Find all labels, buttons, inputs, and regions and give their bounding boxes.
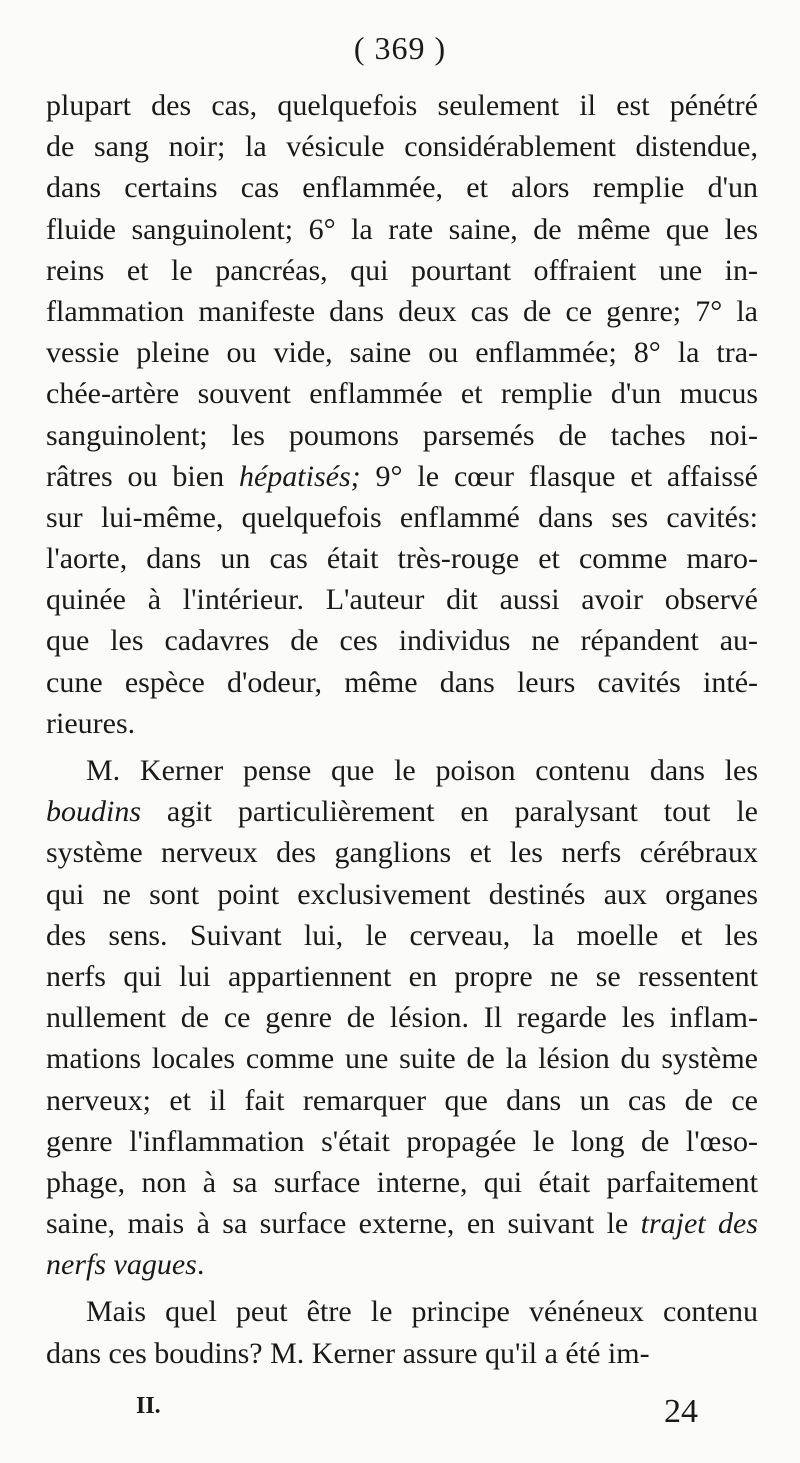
text-line: chée-artère souvent enflammée et remplie d'un mucus xyxy=(46,377,758,411)
text-line: genre l'inflammation s'était propagée le long de l'œso- xyxy=(46,1124,758,1158)
text-line: fluide sanguinolent; 6° la rate saine, de même que les xyxy=(46,212,758,246)
paragraph xyxy=(46,750,758,1285)
text-line: reins et le pancréas, qui pourtant offraient une in- xyxy=(46,253,758,287)
text-line: phage, non à sa surface interne, qui était parfaitement xyxy=(46,1165,758,1199)
text-line: rieures. xyxy=(46,706,136,740)
line-text: . xyxy=(196,1248,205,1282)
text-line: vessie pleine ou vide, saine ou enflammée; 8° la tra- xyxy=(46,336,758,370)
text-line: système nerveux des ganglions et les nerfs cérébraux xyxy=(46,836,758,870)
text-line: cune espèce d'odeur, même dans leurs cavités inté- xyxy=(46,665,758,699)
text-line xyxy=(46,1203,758,1244)
paragraph xyxy=(46,85,758,744)
folio-number: 24 xyxy=(664,1393,698,1430)
line-text: agit particulièrement en paralysant tout le xyxy=(141,795,758,829)
line-text: râtres ou bien xyxy=(46,459,239,493)
page-number: ( 369 ) xyxy=(353,30,447,66)
text-line: Mais quel peut être le principe vénéneux contenu xyxy=(86,1295,758,1329)
text-line: mations locales comme une suite de la lésion du système xyxy=(46,1042,758,1076)
text-line: nerveux; et il fait remarquer que dans un cas de ce xyxy=(46,1083,758,1117)
text-line: plupart des cas, quelquefois seulement il est pénétré xyxy=(46,89,758,122)
text-line xyxy=(46,791,758,832)
italic-term: hépatisés; xyxy=(238,459,361,493)
text-line: que les cadavres de ces individus ne répandent au- xyxy=(46,624,758,658)
signature-mark: II. xyxy=(136,1393,161,1419)
text-line: des sens. Suivant lui, le cerveau, la moelle et les xyxy=(46,918,758,952)
text-line: flammation manifeste dans deux cas de ce genre; 7° la xyxy=(46,294,758,328)
text-line: nerfs qui lui appartiennent en propre ne se ressentent xyxy=(46,959,758,993)
line-text: 9° le cœur flasque et affaissé xyxy=(360,459,759,493)
italic-term: nerfs vagues xyxy=(46,1248,197,1282)
text-line: qui ne sont point exclusivement destinés aux organes xyxy=(46,877,758,911)
text-line xyxy=(46,456,758,497)
text-line: de sang noir; la vésicule considérablement distendue, xyxy=(46,130,758,164)
text-line: l'aorte, dans un cas était très-rouge et comme maro- xyxy=(46,542,758,576)
text-line: dans certains cas enflammée, et alors remplie d'un xyxy=(46,171,758,205)
italic-term: boudins xyxy=(46,795,142,829)
line-text: saine, mais à sa surface externe, en suivant le xyxy=(46,1207,641,1241)
body-text xyxy=(46,85,758,1374)
text-line: nullement de ce genre de lésion. Il regarde les inflam- xyxy=(46,1001,758,1035)
paragraph xyxy=(46,1291,758,1373)
text-line xyxy=(46,1244,758,1285)
text-line: M. Kerner pense que le poison contenu dans les xyxy=(86,754,758,787)
text-line: sur lui-même, quelquefois enflammé dans ses cavités: xyxy=(46,500,758,534)
text-line: sanguinolent; les poumons parsemés de taches noi- xyxy=(46,418,758,452)
text-line: dans ces boudins? M. Kerner assure qu'il a été im- xyxy=(46,1336,650,1370)
text-line: quinée à l'intérieur. L'auteur dit aussi avoir observé xyxy=(46,583,758,617)
italic-term: trajet des xyxy=(640,1207,758,1241)
